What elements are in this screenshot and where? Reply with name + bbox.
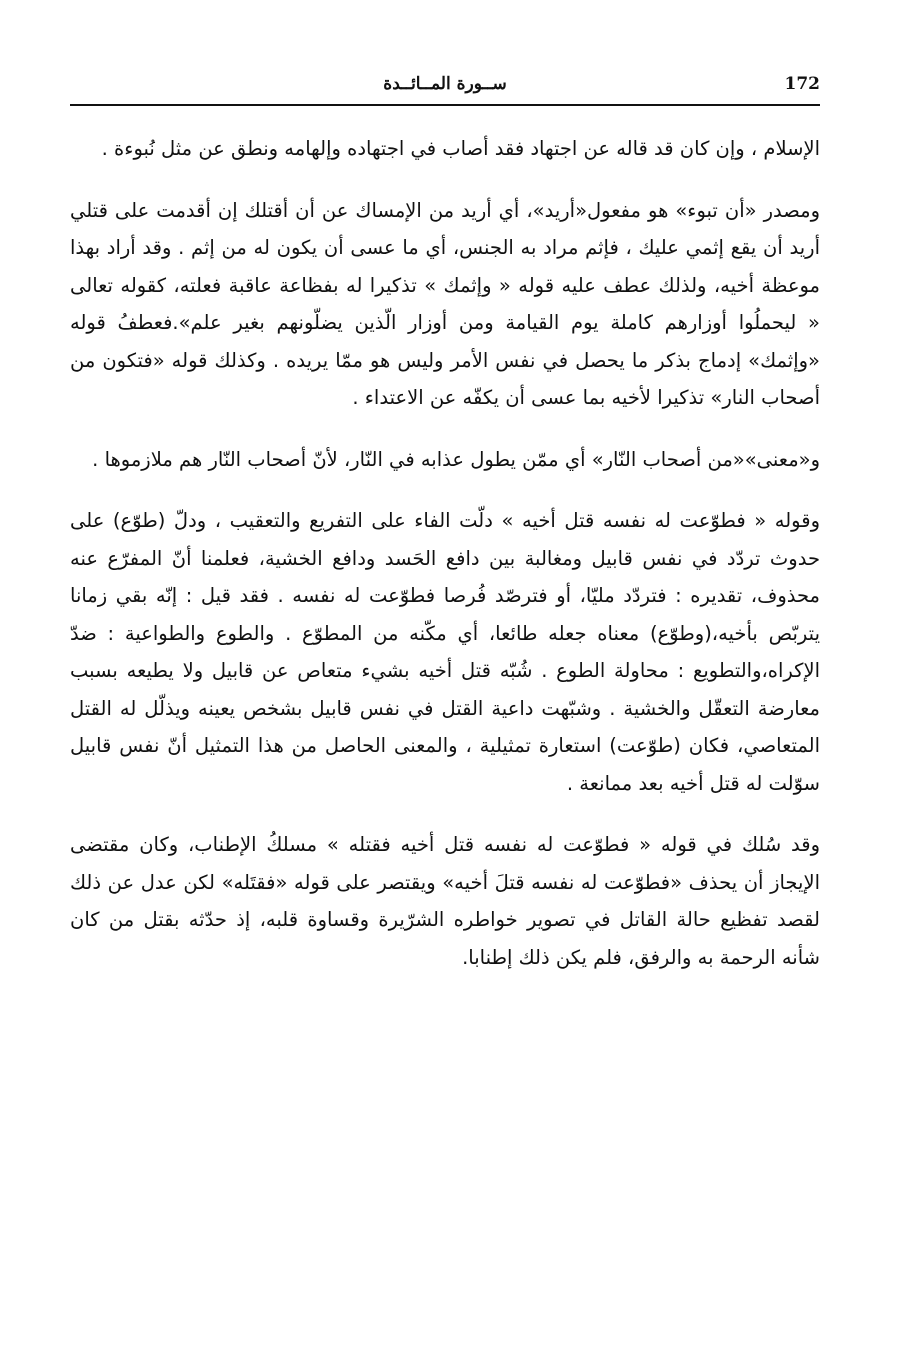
body-text [70,130,820,1000]
paragraph: الإسلام ، وإن كان قد قاله عن اجتهاد فقد أصاب في اجتهاده وإلهامه ونطق عن مثل نُبوءة . [101,137,820,160]
paragraph: وقد سُلك في قوله « فطوّعت له نفسه قتل أخيه فقتله » مسلكُ الإطناب، وكان مقتضى الإيجاز أن يحذف «فطوّعت له نفسه قتلَ أخيه» ويقتصر على قوله «فقتَله» لكن عدل عن ذلك لقصد تفظيع حالة القاتل في تصوير خواطره الشرّيرة وقساوة قلبه، إذ حدّثه بقتل من كان شأنه الرحمة به والرفق، فلم يكن ذلك إطنابا. [70,833,820,969]
paragraph: و«معنى»«من أصحاب النّار» أي ممّن يطول عذابه في النّار، لأنّ أصحاب النّار هم ملازموها . [92,447,820,471]
page-number: 172 [784,74,820,94]
header-rule [70,104,820,106]
paragraph: ومصدر «أن تبوء» هو مفعول«أريد»، أي أريد من الإمساك عن أن أقتلك إن أقدمت على قتلي أريد أن يقع إثمي عليك ، فإثم مراد به الجنس، أي ما عسى أن يكون له من إثم . وقد أراد بهذا موعظة أخيه، ولذلك عطف عليه قوله « وإثمك » تذكيرا له بفظاعة عاقبة فعلته، كقوله تعالى « ليحملُوا أوزارهم كاملة يوم القيامة ومن أوزار الّذين يضلّونهم بغير علم».فعطفُ قوله «وإثمك» إدماج بذكر ما يحصل في نفس الأمر وليس هو ممّا يريده . وكذلك قوله «فتكون من أصحاب النار» تذكيرا لأخيه بما عسى أن يكفّه عن الاعتداء . [70,198,820,409]
running-header [70,72,820,102]
paragraph: وقوله « فطوّعت له نفسه قتل أخيه » دلّت الفاء على التفريع والتعقيب ، ودلّ (طوّع) على حدوث تردّد في نفس قابيل ومغالبة بين دافع الحَسد ودافع الخشية، فعلمنا أنّ المفرّع عنه محذوف، تقديره : فتردّد مليّا، أو فترصّد فُرصا فطوّعت له نفسه . فقد قيل : إنّه بقي زمانا يتربّص بأخيه،(وطوّع) معناه جعله طائعا، أي مكّنه من المطوّع . والطوع والطواعية : ضدّ الإكراه،والتطويع : محاولة الطوع . شُبّه قتل أخيه بشيء متعاص عن قابيل ولا يطيعه بسبب معارضة التعقّل والخشية . وشبّهت داعية القتل في نفس قابيل بشخص يعينه ويذلّل له القتل المتعاصي، فكان (طوّعت) استعارة تمثيلية ، والمعنى الحاصل من هذا التمثيل أنّ نفس قابيل سوّلت له قتل أخيه بعد ممانعة . [70,509,820,795]
surah-title: ســورة المــائــدة [383,74,507,94]
